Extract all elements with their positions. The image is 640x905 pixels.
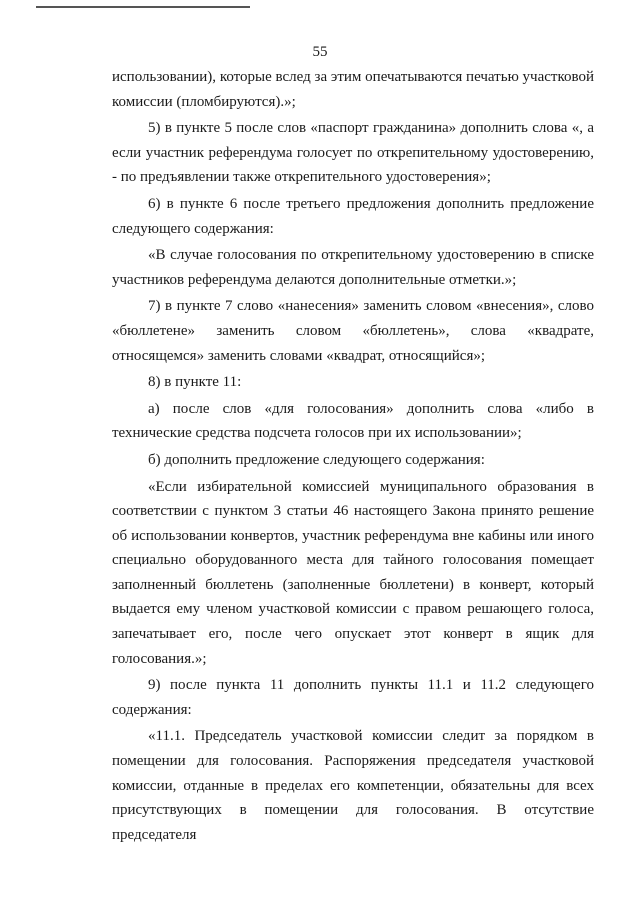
paragraph: использовании), которые вслед за этим опечатываются печатью участковой комиссии (пломбируются).»; xyxy=(112,69,594,110)
scan-artifact-line xyxy=(36,6,250,8)
page-number: 55 xyxy=(312,44,328,60)
paragraph: 6) в пункте 6 после третьего предложения дополнить предложение следующего содержания: xyxy=(112,195,594,237)
paragraph: 5) в пункте 5 после слов «паспорт гражданина» дополнить слова «, а если участник референдума голосует по открепительному удостоверению, - по предъявлении также открепительного удостоверения»; xyxy=(112,120,594,186)
document-body xyxy=(112,65,594,849)
paragraph: б) дополнить предложение следующего содержания: xyxy=(148,451,485,468)
paragraph: «11.1. Председатель участковой комиссии следит за порядком в помещении для голосования. Распоряжения председателя участковой комиссии, отданные в пределах его компетенции, обязательны для всех присутствующих в помещении для голосования. В отсутствие председателя xyxy=(112,728,594,843)
paragraph: 7) в пункте 7 слово «нанесения» заменить словом «внесения», слово «бюллетене» заменить словом «бюллетень», слова «квадрате, относящемся» заменить словами «квадрат, относящийся»; xyxy=(112,298,594,364)
paragraph: а) после слов «для голосования» дополнить слова «либо в технические средства подсчета голосов при их использовании»; xyxy=(112,400,594,442)
paragraph: «Если избирательной комиссией муниципального образования в соответствии с пунктом 3 статьи 46 настоящего Закона принято решение об использовании конвертов, участник референдума вне кабины или иного специально оборудованного места для тайного голосования помещает заполненный бюллетень (заполненные бюллетени) в конверт, который выдается ему членом участковой комиссии с правом решающего голоса, запечатывает его, после чего опускает этот конверт в ящик для голосования.»; xyxy=(112,478,594,667)
paragraph: 9) после пункта 11 дополнить пункты 11.1 и 11.2 следующего содержания: xyxy=(112,677,594,718)
paragraph: «В случае голосования по открепительному удостоверению в списке участников референдума делаются дополнительные отметки.»; xyxy=(112,247,594,288)
paragraph: 8) в пункте 11: xyxy=(148,374,242,391)
